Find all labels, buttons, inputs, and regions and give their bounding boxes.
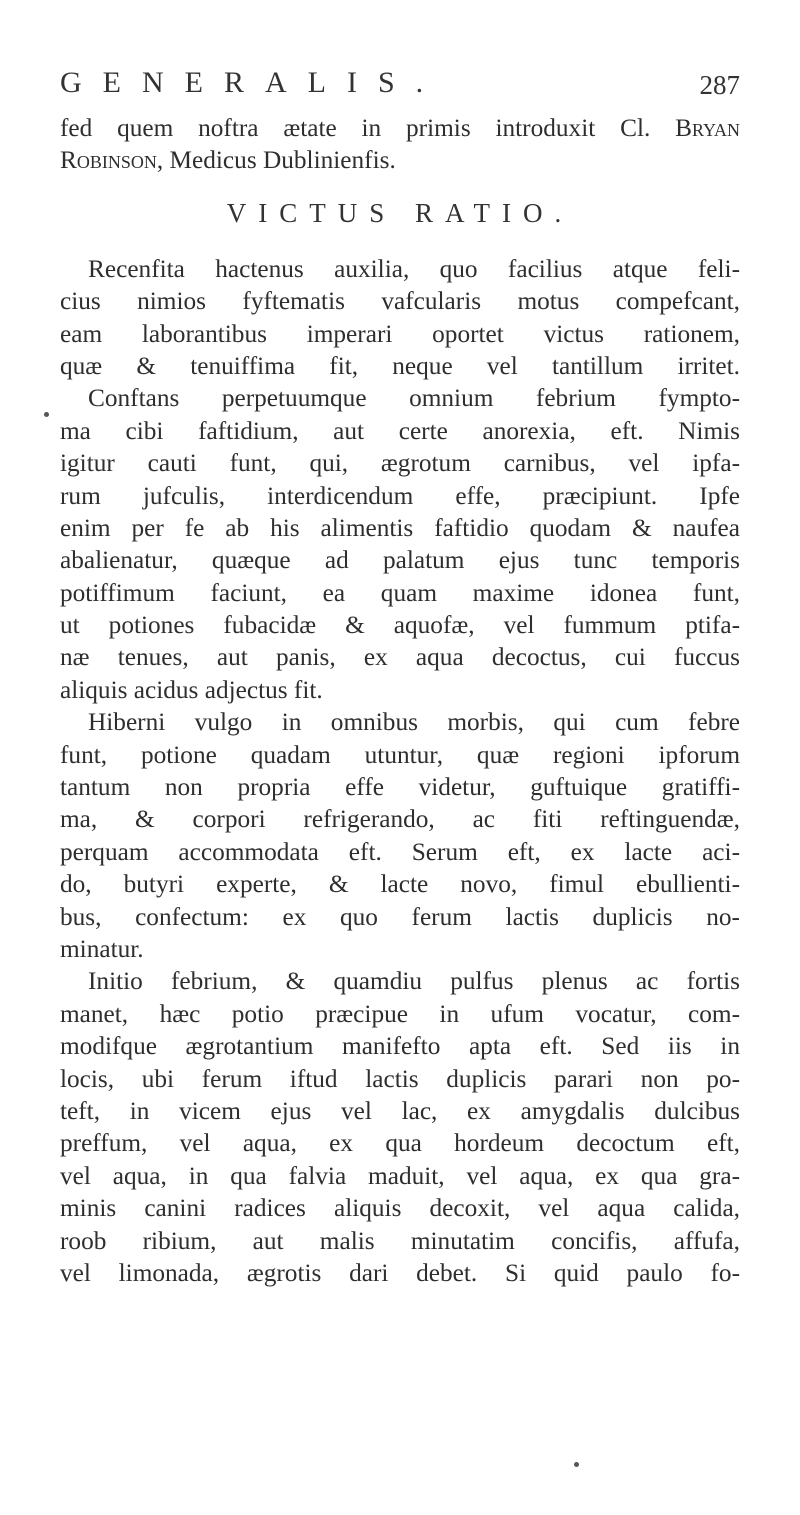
text-line: perquam accommodata eft. Serum eft, ex lacte aci- [60, 837, 740, 866]
text-line: modifque ægrotantium manifefto apta eft. Sed iis in [60, 1032, 740, 1061]
text-line: bus, confectum: ex quo ferum lactis duplicis no- [60, 902, 740, 931]
text-line: Initio febrium, & quamdiu pulfus plenus ac fortis [88, 967, 740, 996]
text-line [60, 144, 740, 176]
text-line: Hiberni vulgo in omnibus morbis, qui cum febre [88, 708, 740, 737]
text-line: minatur. [60, 934, 144, 963]
text-line: vel limonada, ægrotis dari debet. Si quid paulo fo- [60, 1258, 740, 1287]
text-line: preffum, vel aqua, ex qua hordeum decoctum eft, [60, 1129, 740, 1158]
text-line: tantum non propria effe videtur, guftuique gratiffi- [60, 773, 740, 802]
text-line: locis, ubi ferum iftud lactis duplicis parari non po- [60, 1064, 740, 1093]
text-line: Conftans perpetuumque omnium febrium fympto- [88, 384, 740, 413]
text-line: enim per fe ab his alimentis faftidio quodam & naufea [60, 513, 740, 542]
text-line: roob ribium, aut malis minutatim concifis, affufa, [60, 1226, 740, 1255]
text-line: do, butyri experte, & lacte novo, fimul ebullienti- [60, 870, 740, 899]
text-line: eam laborantibus imperari oportet victus rationem, [60, 319, 740, 348]
ink-speck [44, 412, 49, 417]
text-line: ut potiones fubacidæ & aquofæ, vel fummum ptifa- [60, 611, 740, 640]
text-line: næ tenues, aut panis, ex aqua decoctus, cui fuccus [60, 643, 740, 672]
text-line: quæ & tenuiffima fit, neque vel tantillum irritet. [60, 351, 740, 380]
text-line: teft, in vicem ejus vel lac, ex amygdalis dulcibus [60, 1096, 740, 1125]
text-line: ma, & corpori refrigerando, ac fiti reftinguendæ, [60, 805, 740, 834]
text-line: minis canini radices aliquis decoxit, vel aqua calida, [60, 1194, 740, 1223]
ink-speck [574, 1462, 579, 1467]
running-head [60, 66, 740, 110]
text-line: manet, hæc potio præcipue in ufum vocatur, com- [60, 999, 740, 1028]
text-line: ma cibi faftidium, aut certe anorexia, eft. Nimis [60, 416, 740, 445]
body-text [60, 112, 740, 1289]
text-line [60, 112, 740, 144]
page-number: 287 [699, 70, 740, 100]
text-line: vel aqua, in qua falvia maduit, vel aqua, ex qua gra- [60, 1161, 740, 1190]
text-line: funt, potione quadam utuntur, quæ regioni ipforum [60, 740, 740, 769]
text-line: cius nimios fyftematis vafcularis motus compefcant, [60, 287, 740, 316]
text-line: Recenfita hactenus auxilia, quo facilius atque feli- [88, 254, 740, 283]
section-heading: VICTUS RATIO. [226, 197, 574, 228]
text-line: igitur cauti funt, qui, ægrotum carnibus, vel ipfa- [60, 449, 740, 478]
intro-text: fed quem noftra ætate in primis introduxit Cl. [60, 114, 676, 142]
author-name-first: Bryan [675, 114, 740, 142]
text-line: abalienatur, quæque ad palatum ejus tunc temporis [60, 546, 740, 575]
running-title: GENERALIS. [60, 66, 445, 99]
text-line: rum jufculis, interdicendum effe, præcipiunt. Ipfe [60, 481, 740, 510]
intro-text: , Medicus Dublinienfis. [156, 146, 396, 175]
author-name-last: Robinson [60, 146, 157, 175]
text-line: potiffimum faciunt, ea quam maxime idonea funt, [60, 578, 740, 607]
text-line: aliquis acidus adjectus fit. [60, 675, 323, 704]
